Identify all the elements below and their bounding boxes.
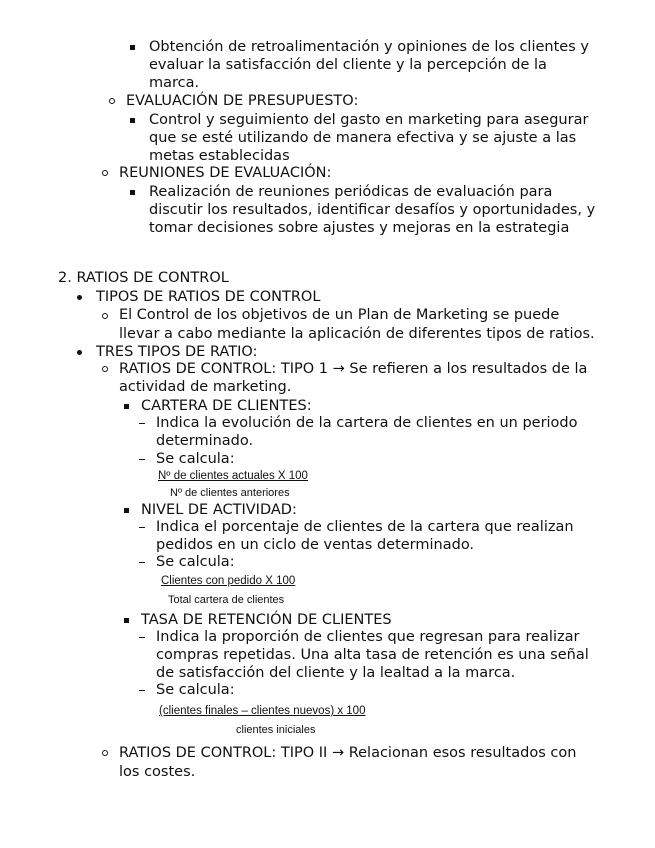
- text-line: Indica la evolución de la cartera de clientes en un periodo: [156, 415, 578, 431]
- formula-numerator: Clientes con pedido X 100: [161, 575, 296, 587]
- dash-bullet-icon: [139, 562, 145, 563]
- square-bullet-icon: [130, 118, 135, 123]
- square-bullet-icon: [130, 190, 135, 195]
- formula-denominator: clientes iniciales: [236, 724, 316, 736]
- formula-numerator: Nº de clientes actuales X 100: [158, 470, 308, 482]
- square-bullet-icon: [130, 45, 135, 50]
- square-bullet-icon: [124, 508, 129, 513]
- section-heading: EVALUACIÓN DE PRESUPUESTO:: [126, 93, 359, 109]
- circle-bullet-icon: [109, 98, 115, 104]
- dash-bullet-icon: [139, 637, 145, 638]
- circle-bullet-icon: [102, 366, 108, 372]
- text-line: Indica la proporción de clientes que regresan para realizar: [156, 629, 580, 645]
- text-line: marca.: [149, 75, 200, 91]
- text-line: Se calcula:: [156, 682, 235, 698]
- formula-numerator: (clientes finales – clientes nuevos) x 100: [159, 705, 366, 717]
- text-line: Se calcula:: [156, 554, 235, 570]
- square-bullet-icon: [124, 618, 129, 623]
- subsection-heading: NIVEL DE ACTIVIDAD:: [141, 502, 297, 518]
- disc-bullet-icon: [77, 350, 82, 355]
- text-line: tomar decisiones sobre ajustes y mejoras en la estrategia: [149, 220, 570, 236]
- text-line: RATIOS DE CONTROL: TIPO II → Relacionan esos resultados con: [119, 745, 577, 761]
- disc-bullet-icon: [77, 295, 82, 300]
- text-line: Control y seguimiento del gasto en marketing para asegurar: [149, 112, 589, 128]
- text-line: los costes.: [119, 764, 196, 780]
- circle-bullet-icon: [102, 750, 108, 756]
- text-line: RATIOS DE CONTROL: TIPO 1 → Se refieren a los resultados de la: [119, 361, 588, 377]
- square-bullet-icon: [124, 404, 129, 409]
- text-line: determinado.: [156, 433, 254, 449]
- text-line: actividad de marketing.: [119, 379, 292, 395]
- subsection-heading: CARTERA DE CLIENTES:: [141, 398, 312, 414]
- circle-bullet-icon: [102, 170, 108, 176]
- text-line: metas establecidas: [149, 148, 290, 164]
- dash-bullet-icon: [139, 527, 145, 528]
- section-title: 2. RATIOS DE CONTROL: [58, 270, 229, 286]
- circle-bullet-icon: [102, 313, 108, 319]
- section-heading: TRES TIPOS DE RATIO:: [96, 344, 258, 360]
- text-line: evaluar la satisfacción del cliente y la percepción de la: [149, 57, 547, 73]
- text-line: Indica el porcentaje de clientes de la cartera que realizan: [156, 519, 574, 535]
- formula-denominator: Nº de clientes anteriores: [170, 487, 290, 499]
- subsection-heading: TASA DE RETENCIÓN DE CLIENTES: [141, 612, 392, 628]
- text-line: discutir los resultados, identificar desafíos y oportunidades, y: [149, 202, 596, 218]
- dash-bullet-icon: [139, 459, 145, 460]
- text-line: de satisfacción del cliente y la lealtad a la marca.: [156, 665, 516, 681]
- text-line: Obtención de retroalimentación y opiniones de los clientes y: [149, 39, 589, 55]
- text-line: llevar a cabo mediante la aplicación de diferentes tipos de ratios.: [119, 326, 595, 342]
- formula-denominator: Total cartera de clientes: [168, 594, 285, 606]
- text-line: compras repetidas. Una alta tasa de retención es una señal: [156, 647, 589, 663]
- section-heading: TIPOS DE RATIOS DE CONTROL: [96, 289, 321, 305]
- text-line: Realización de reuniones periódicas de evaluación para: [149, 184, 553, 200]
- text-line: que se esté utilizando de manera efectiva y se ajuste a las: [149, 130, 577, 146]
- dash-bullet-icon: [139, 690, 145, 691]
- dash-bullet-icon: [139, 423, 145, 424]
- text-line: pedidos en un ciclo de ventas determinado.: [156, 537, 475, 553]
- text-line: El Control de los objetivos de un Plan de Marketing se puede: [119, 307, 560, 323]
- section-heading: REUNIONES DE EVALUACIÓN:: [119, 165, 332, 181]
- text-line: Se calcula:: [156, 451, 235, 467]
